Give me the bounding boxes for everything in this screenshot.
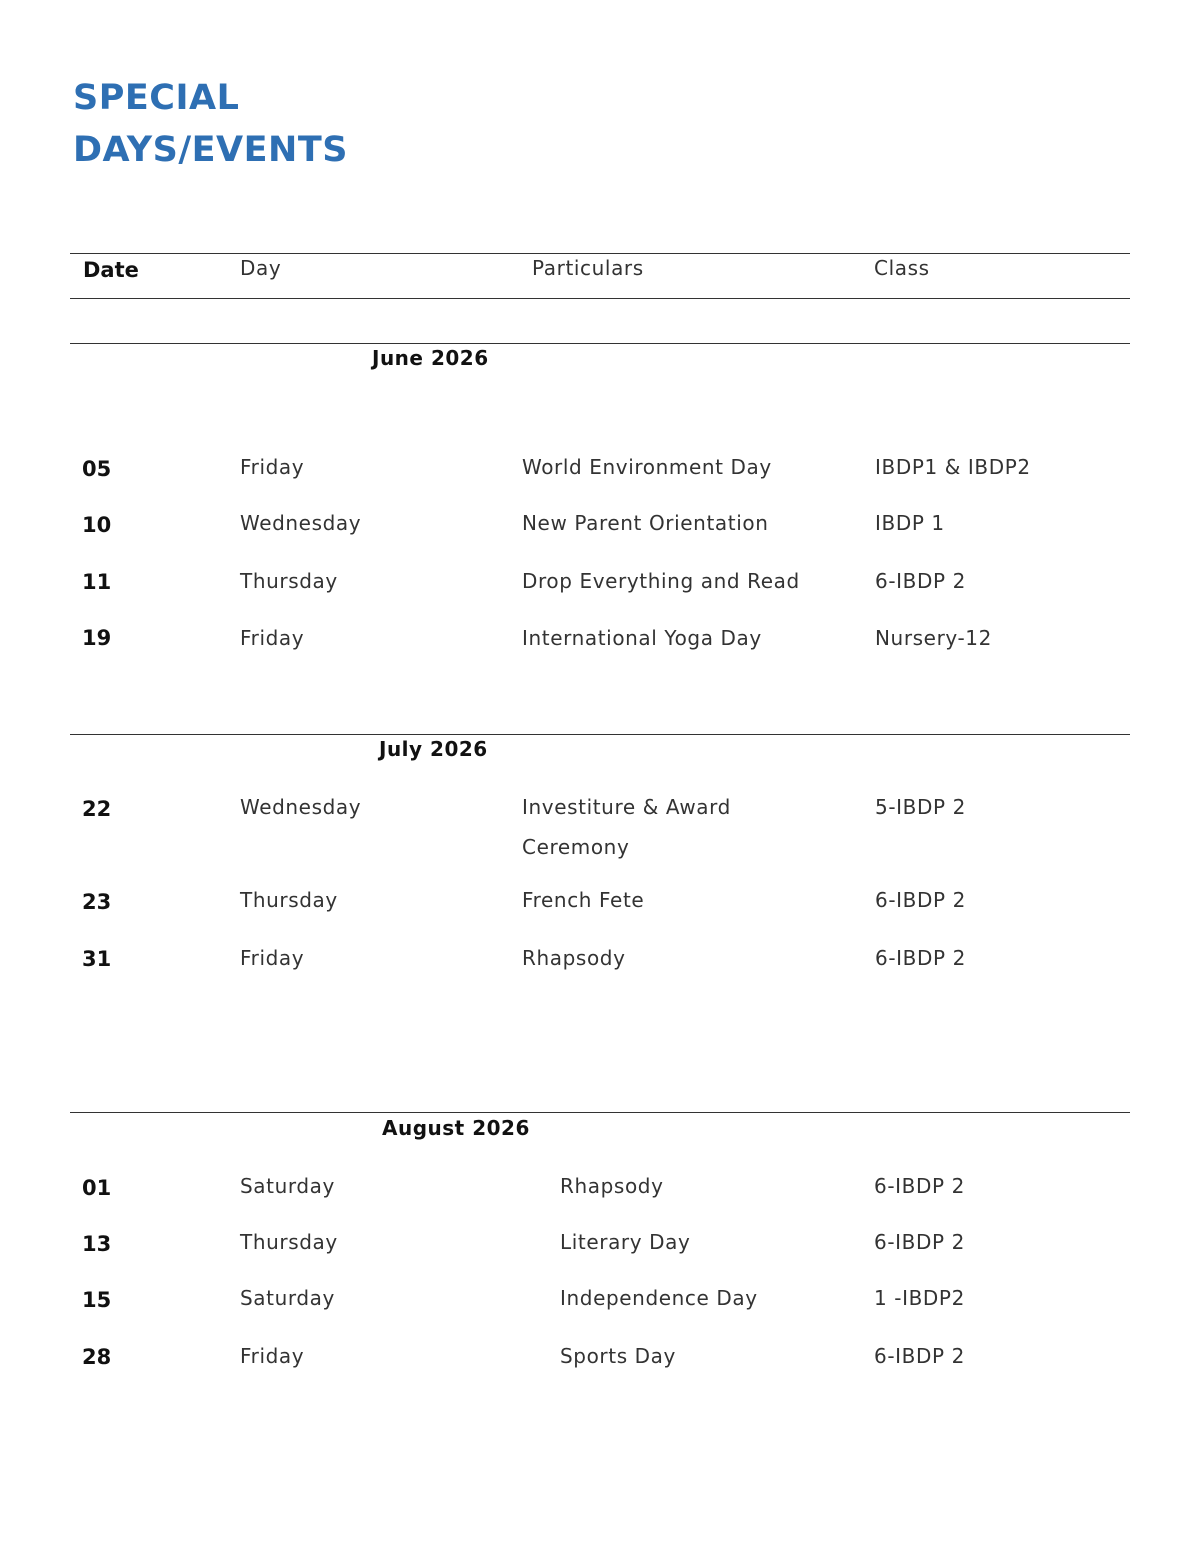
- month-heading-july: July 2026: [379, 737, 488, 761]
- column-header-class: Class: [874, 256, 930, 280]
- row-particulars: Rhapsody: [560, 1174, 664, 1198]
- row-particulars: New Parent Orientation: [522, 511, 769, 535]
- row-date: 19: [82, 626, 112, 650]
- row-day: Thursday: [240, 1230, 338, 1254]
- row-date: 10: [82, 513, 112, 537]
- row-class: 1 -IBDP2: [874, 1286, 965, 1310]
- row-date: 01: [82, 1176, 112, 1200]
- row-particulars: International Yoga Day: [522, 626, 762, 650]
- page-title-line-2: DAYS/EVENTS: [73, 130, 348, 170]
- column-header-particulars: Particulars: [532, 256, 644, 280]
- row-date: 15: [82, 1288, 112, 1312]
- row-date: 13: [82, 1232, 112, 1256]
- month-heading-june: June 2026: [372, 346, 489, 370]
- row-day: Wednesday: [240, 511, 362, 535]
- row-class: Nursery-12: [875, 626, 992, 650]
- row-date: 28: [82, 1345, 112, 1369]
- header-bottom-rule: [70, 298, 1130, 299]
- row-class: 6-IBDP 2: [874, 1174, 965, 1198]
- row-class: 6-IBDP 2: [875, 569, 966, 593]
- row-class: 6-IBDP 2: [875, 888, 966, 912]
- row-class: 6-IBDP 2: [874, 1344, 965, 1368]
- row-day: Thursday: [240, 569, 338, 593]
- row-particulars: World Environment Day: [522, 455, 772, 479]
- row-particulars: Drop Everything and Read: [522, 569, 800, 593]
- row-day: Thursday: [240, 888, 338, 912]
- section-rule-august: [70, 1112, 1130, 1113]
- row-day: Saturday: [240, 1174, 335, 1198]
- column-header-day: Day: [240, 256, 282, 280]
- row-class: IBDP 1: [875, 511, 945, 535]
- row-date: 05: [82, 457, 112, 481]
- row-day: Friday: [240, 1344, 305, 1368]
- table-top-rule: [70, 253, 1130, 254]
- row-particulars: Investiture & Award Ceremony: [522, 795, 731, 859]
- row-day: Friday: [240, 455, 305, 479]
- row-day: Friday: [240, 946, 305, 970]
- row-particulars: Literary Day: [560, 1230, 691, 1254]
- row-particulars: Rhapsody: [522, 946, 626, 970]
- row-day: Saturday: [240, 1286, 335, 1310]
- row-date: 11: [82, 570, 112, 594]
- row-date: 22: [82, 797, 112, 821]
- row-particulars: French Fete: [522, 888, 645, 912]
- row-day: Wednesday: [240, 795, 362, 819]
- column-header-date: Date: [83, 258, 139, 282]
- page-title: [73, 72, 573, 176]
- row-date: 23: [82, 890, 112, 914]
- row-class: IBDP1 & IBDP2: [875, 455, 1031, 479]
- row-particulars: Independence Day: [560, 1286, 758, 1310]
- page-title-line-1: SPECIAL: [73, 78, 240, 118]
- section-rule-july: [70, 734, 1130, 735]
- row-day: Friday: [240, 626, 305, 650]
- row-class: 6-IBDP 2: [875, 946, 966, 970]
- month-heading-august: August 2026: [382, 1116, 530, 1140]
- section-rule-june: [70, 343, 1130, 344]
- row-date: 31: [82, 947, 112, 971]
- row-class: 5-IBDP 2: [875, 795, 966, 819]
- row-particulars: Sports Day: [560, 1344, 676, 1368]
- row-class: 6-IBDP 2: [874, 1230, 965, 1254]
